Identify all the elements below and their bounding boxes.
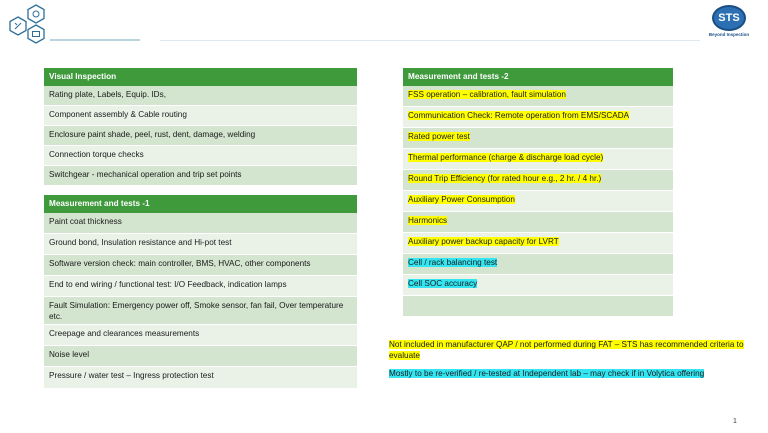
yellow-highlight-text: Rated power test <box>408 132 470 141</box>
table-row: Creepage and clearances measurements <box>44 325 357 346</box>
measurement-tests-2-table <box>403 68 673 317</box>
hexagon-icon-group <box>4 4 64 44</box>
table-row <box>403 107 673 128</box>
table-row <box>403 86 673 107</box>
table-row <box>403 170 673 191</box>
table-row <box>403 128 673 149</box>
table-row: Fault Simulation: Emergency power off, Smoke sensor, fan fail, Over temperature etc. <box>44 297 357 325</box>
measurement-tests-1-table <box>44 195 357 389</box>
table-row <box>403 191 673 212</box>
table-row: Software version check: main controller, BMS, HVAC, other components <box>44 255 357 276</box>
measurement-tests-1-header: Measurement and tests -1 <box>44 195 357 213</box>
table-row: End to end wiring / functional test: I/O Feedback, indication lamps <box>44 276 357 297</box>
table-row: Component assembly & Cable routing <box>44 106 357 126</box>
header-divider <box>160 40 700 41</box>
table-row: Enclosure paint shade, peel, rust, dent, damage, welding <box>44 126 357 146</box>
yellow-legend-note <box>389 339 751 361</box>
gear-hexagon-icon <box>26 4 46 24</box>
table-row <box>403 275 673 296</box>
logo-tagline: Beyond Inspection <box>708 32 750 37</box>
table-row <box>403 212 673 233</box>
table-row: Noise level <box>44 346 357 367</box>
measurement-tests-2-header: Measurement and tests -2 <box>403 68 673 86</box>
yellow-highlight-text: Round Trip Efficiency (for rated hour e.g., 2 hr. / 4 hr.) <box>408 174 602 183</box>
cyan-highlight-text: Cell SOC accuracy <box>408 279 478 288</box>
cyan-highlight-text: Cell / rack balancing test <box>408 258 498 267</box>
logo-mark: STS <box>712 5 746 31</box>
battery-hexagon-icon <box>26 24 46 44</box>
yellow-highlight-text: Communication Check: Remote operation from EMS/SCADA <box>408 111 630 120</box>
cyan-legend-text: Mostly to be re-verified / re-tested at Independent lab – may check if in Volytica offering <box>389 369 705 378</box>
header-divider-left <box>50 39 140 41</box>
visual-inspection-table <box>44 68 357 186</box>
table-row: Connection torque checks <box>44 146 357 166</box>
sts-logo <box>703 5 755 41</box>
tools-hexagon-icon <box>8 16 28 36</box>
yellow-highlight-text: Harmonics <box>408 216 448 225</box>
table-row: Switchgear - mechanical operation and trip set points <box>44 166 357 186</box>
table-row: Ground bond, Insulation resistance and Hi-pot test <box>44 234 357 255</box>
table-row: Pressure / water test – Ingress protection test <box>44 367 357 389</box>
table-row <box>403 254 673 275</box>
table-row <box>403 149 673 170</box>
visual-inspection-header: Visual Inspection <box>44 68 357 86</box>
yellow-highlight-text: Auxiliary power backup capacity for LVRT <box>408 237 559 246</box>
yellow-legend-text: Not included in manufacturer QAP / not performed during FAT – STS has recommended criteria to evaluate <box>389 340 744 360</box>
table-row-empty <box>403 296 673 317</box>
cyan-legend-note <box>389 368 751 379</box>
table-row: Rating plate, Labels, Equip. IDs, <box>44 86 357 106</box>
yellow-highlight-text: FSS operation – calibration, fault simulation <box>408 90 566 99</box>
table-row: Paint coat thickness <box>44 213 357 234</box>
table-row <box>403 233 673 254</box>
yellow-highlight-text: Thermal performance (charge & discharge load cycle) <box>408 153 604 162</box>
yellow-highlight-text: Auxiliary Power Consumption <box>408 195 515 204</box>
page-number: 1 <box>733 418 737 425</box>
